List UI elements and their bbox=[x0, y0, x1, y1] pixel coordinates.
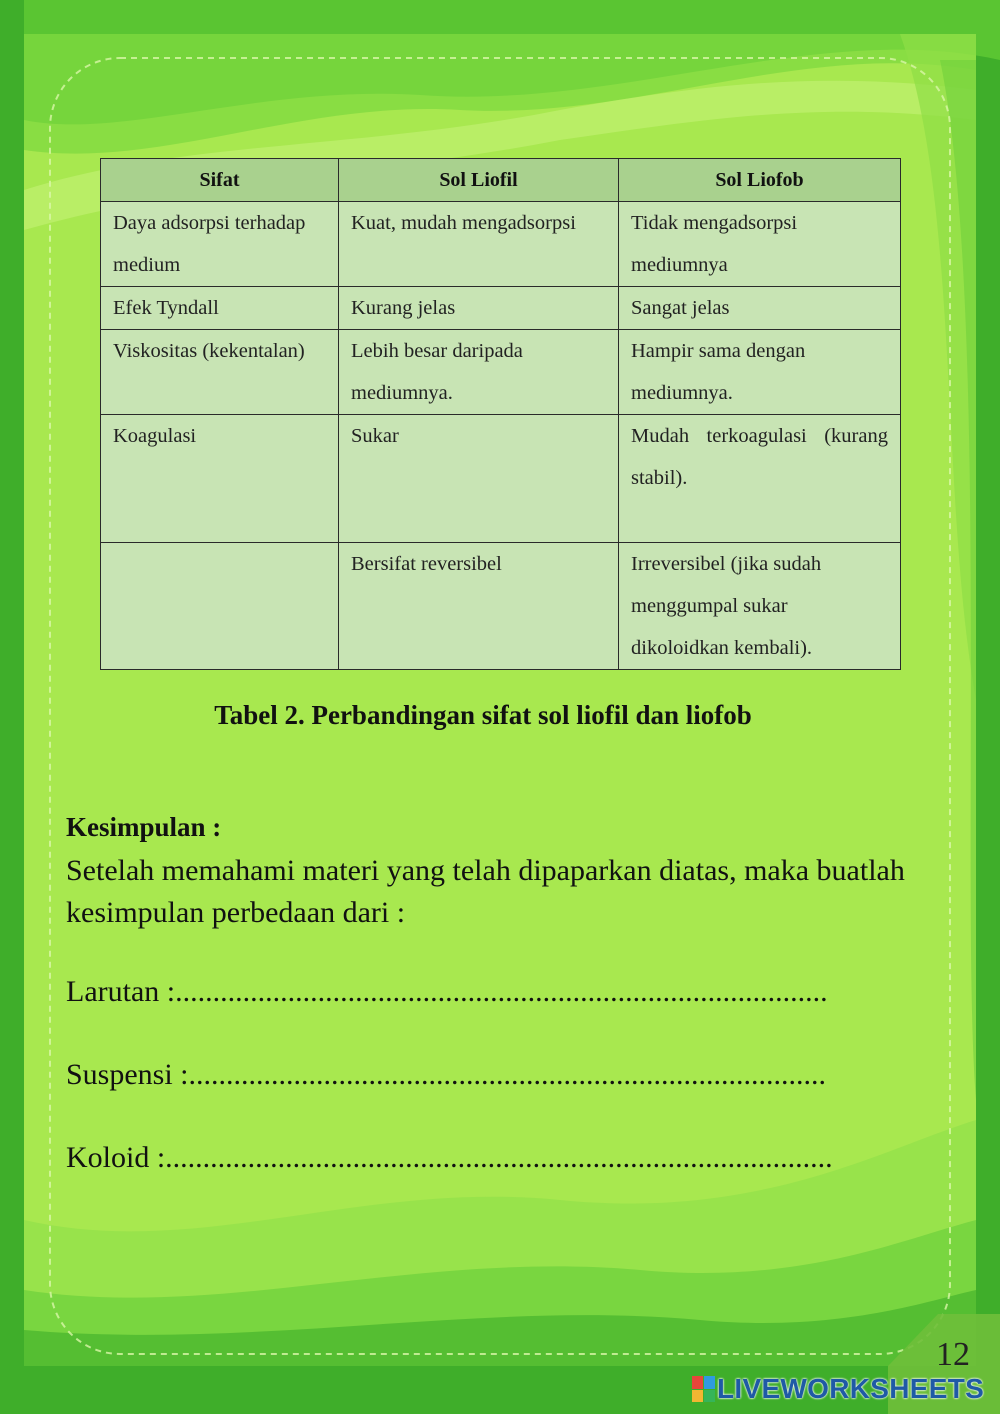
sol-comparison-table bbox=[100, 158, 901, 670]
table-cell: Viskositas (kekentalan) bbox=[101, 330, 339, 415]
table-cell: Sangat jelas bbox=[619, 287, 901, 330]
table-cell: Irreversibel (jika sudah menggumpal sukar dikoloidkan kembali). bbox=[619, 543, 901, 670]
koloid-field bbox=[66, 1141, 833, 1175]
table-cell: Hampir sama dengan mediumnya. bbox=[619, 330, 901, 415]
table-row bbox=[101, 202, 901, 287]
table-cell: Bersifat reversibel bbox=[339, 543, 619, 670]
table-cell bbox=[101, 543, 339, 670]
table-cell: Mudah terkoagulasi (kurang stabil). bbox=[619, 415, 901, 543]
table-cell: Tidak mengadsorpsi mediumnya bbox=[619, 202, 901, 287]
table-cell: Daya adsorpsi terhadap medium bbox=[101, 202, 339, 287]
larutan-field bbox=[66, 975, 828, 1009]
header-sol-liofob: Sol Liofob bbox=[619, 159, 901, 202]
comparison-table bbox=[100, 158, 900, 666]
header-sifat: Sifat bbox=[101, 159, 339, 202]
table-cell: Sukar bbox=[339, 415, 619, 543]
table-row bbox=[101, 330, 901, 415]
koloid-label: Koloid : bbox=[66, 1141, 166, 1174]
table-cell: Efek Tyndall bbox=[101, 287, 339, 330]
table-cell: Lebih besar daripada mediumnya. bbox=[339, 330, 619, 415]
table-cell: Koagulasi bbox=[101, 415, 339, 543]
header-sol-liofil: Sol Liofil bbox=[339, 159, 619, 202]
conclusion-instructions: Setelah memahami materi yang telah dipaparkan diatas, maka buatlah kesimpulan perbedaan dari : bbox=[66, 854, 905, 929]
conclusion-title: Kesimpulan : bbox=[66, 812, 222, 842]
liveworksheets-icon bbox=[692, 1376, 714, 1402]
table-row bbox=[101, 415, 901, 543]
suspensi-answer-input[interactable]: ..................................................................................... bbox=[188, 1058, 827, 1091]
table-cell: Kuat, mudah mengadsorpsi bbox=[339, 202, 619, 287]
suspensi-field bbox=[66, 1058, 826, 1092]
table-row bbox=[101, 543, 901, 670]
liveworksheets-logo[interactable] bbox=[692, 1372, 984, 1406]
larutan-label: Larutan : bbox=[66, 975, 176, 1008]
liveworksheets-brand: LIVEWORKSHEETS bbox=[717, 1373, 985, 1404]
table-caption: Tabel 2. Perbandingan sifat sol liofil dan liofob bbox=[214, 700, 752, 730]
table-row bbox=[101, 287, 901, 330]
table-cell: Kurang jelas bbox=[339, 287, 619, 330]
table-header-row bbox=[101, 159, 901, 202]
page-number: 12 bbox=[936, 1336, 970, 1373]
koloid-answer-input[interactable]: ......................................................................................... bbox=[165, 1141, 833, 1174]
suspensi-label: Suspensi : bbox=[66, 1058, 189, 1091]
larutan-answer-input[interactable]: ....................................................................................... bbox=[175, 975, 828, 1008]
